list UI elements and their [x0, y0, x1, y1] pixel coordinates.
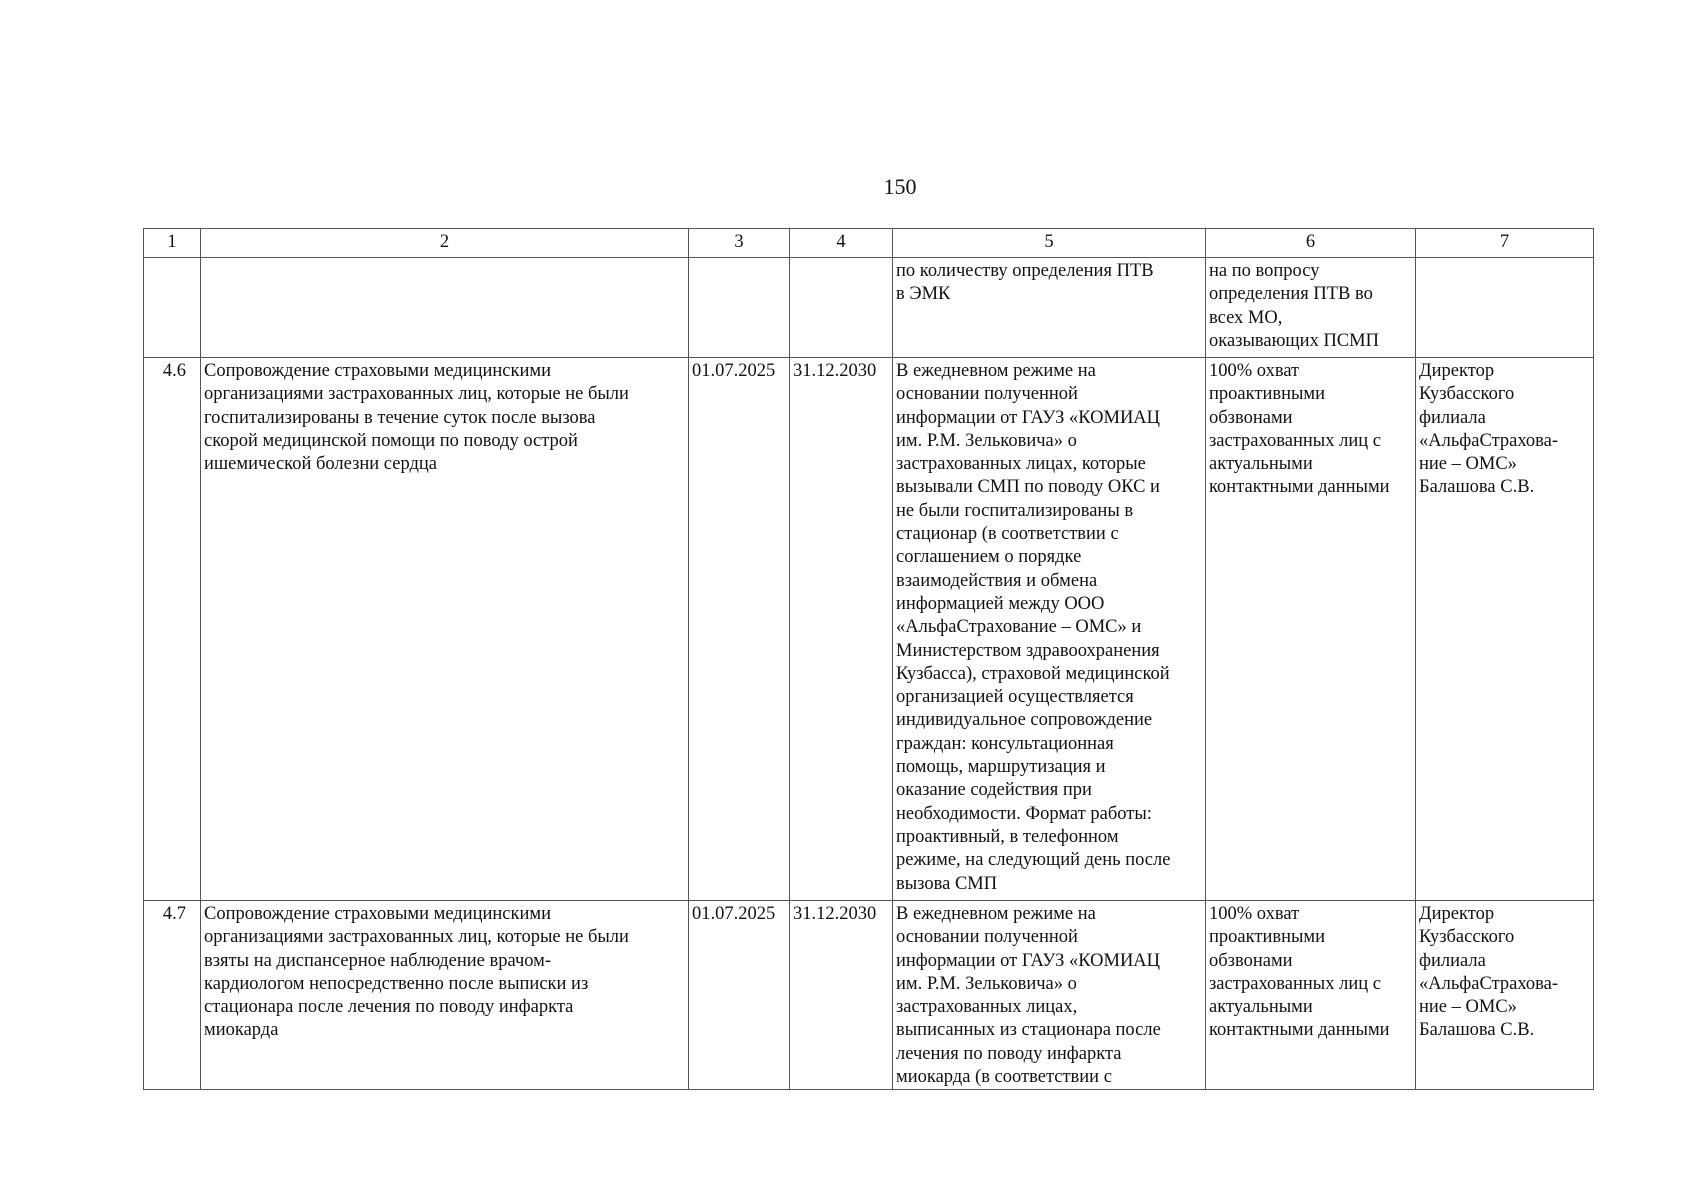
indicator-cell: 100% охват проактивными обзвонами застрахованных лиц с актуальными контактными данными [1206, 901, 1416, 1090]
column-header-7: 7 [1416, 229, 1594, 258]
row-number: 4.6 [144, 358, 201, 901]
indicator-cell: на по вопросу определения ПТВ во всех МО, оказывающих ПСМП [1206, 258, 1416, 358]
action-cell: Сопровождение страховыми медицинскими организациями застрахованных лиц, которые не были взяты на диспансерное наблюдение врачом- кардиологом непосредственно после выписки из стационара после лечения по поводу инфаркта миокарда [201, 901, 689, 1090]
row-number [144, 258, 201, 358]
action-cell: Сопровождение страховыми медицинскими организациями застрахованных лиц, которые не были госпитализированы в течение суток после вызова скорой медицинской помощи по поводу острой ишемической болезни сердца [201, 358, 689, 901]
measures-table [143, 228, 1594, 1090]
end-date-cell: 31.12.2030 [790, 901, 893, 1090]
table-row [144, 901, 1594, 1090]
column-header-2: 2 [201, 229, 689, 258]
column-header-1: 1 [144, 229, 201, 258]
table-row [144, 258, 1594, 358]
responsible-cell: Директор Кузбасского филиала «АльфаСтрахова- ние – ОМС» Балашова С.В. [1416, 901, 1594, 1090]
column-header-5: 5 [893, 229, 1206, 258]
responsible-cell: Директор Кузбасского филиала «АльфаСтрахова- ние – ОМС» Балашова С.В. [1416, 358, 1594, 901]
description-cell: В ежедневном режиме на основании полученной информации от ГАУЗ «КОМИАЦ им. Р.М. Зельковича» о застрахованных лицах, которые вызывали СМП по поводу ОКС и не были госпитализированы в стационар (в соответствии с соглашением о порядке взаимодействия и обмена информацией между ООО «АльфаСтрахование – ОМС» и Министерством здравоохранения Кузбасса), страховой медицинской организацией осуществляется индивидуальное сопровождение граждан: консультационная помощь, маршрутизация и оказание содействия при необходимости. Формат работы: проактивный, в телефонном режиме, на следующий день после вызова СМП [893, 358, 1206, 901]
description-cell: В ежедневном режиме на основании полученной информации от ГАУЗ «КОМИАЦ им. Р.М. Зельковича» о застрахованных лицах, выписанных из стационара после лечения по поводу инфаркта миокарда (в соответствии с [893, 901, 1206, 1090]
responsible-cell [1416, 258, 1594, 358]
end-date-cell [790, 258, 893, 358]
start-date-cell: 01.07.2025 [689, 358, 790, 901]
action-cell [201, 258, 689, 358]
start-date-cell [689, 258, 790, 358]
column-header-6: 6 [1206, 229, 1416, 258]
indicator-cell: 100% охват проактивными обзвонами застрахованных лиц с актуальными контактными данными [1206, 358, 1416, 901]
start-date-cell: 01.07.2025 [689, 901, 790, 1090]
row-number: 4.7 [144, 901, 201, 1090]
column-header-4: 4 [790, 229, 893, 258]
table-row [144, 358, 1594, 901]
page-number: 150 [883, 174, 917, 199]
column-header-3: 3 [689, 229, 790, 258]
end-date-cell: 31.12.2030 [790, 358, 893, 901]
column-number-row [144, 229, 1594, 258]
description-cell: по количеству определения ПТВ в ЭМК [893, 258, 1206, 358]
